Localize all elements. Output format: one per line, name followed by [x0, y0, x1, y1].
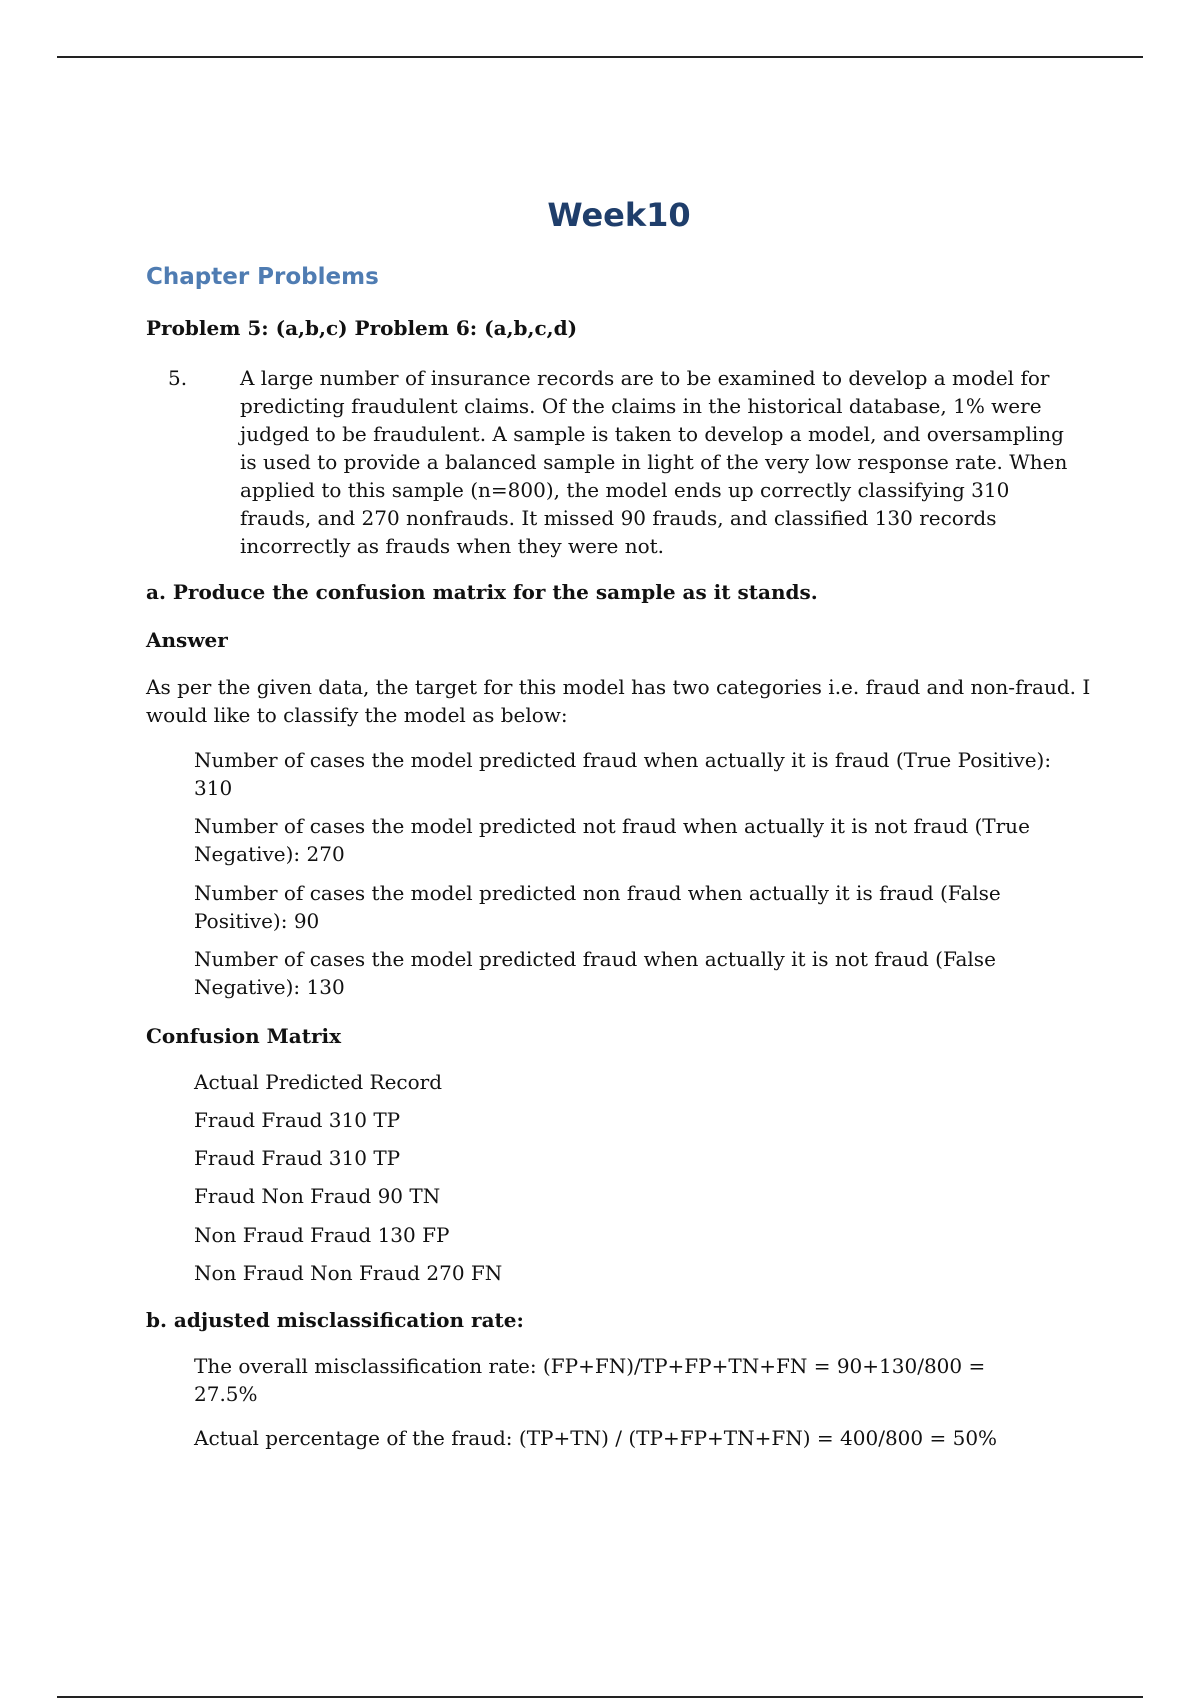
answer-intro: As per the given data, the target for this model has two categories i.e. fraud and non-fraud. I would like to classify the model as below: [146, 675, 1091, 727]
case-true-positive: Number of cases the model predicted fraud when actually it is fraud (True Positive): 310 [194, 748, 1052, 800]
page-title: Week10 [547, 196, 691, 234]
answer-label: Answer [146, 628, 228, 652]
matrix-row: Actual Predicted Record [194, 1070, 443, 1094]
matrix-row: Non Fraud Non Fraud 270 FN [194, 1261, 503, 1285]
section-heading: Chapter Problems [146, 264, 379, 290]
case-false-negative: Number of cases the model predicted fraud when actually it is not fraud (False Negative): 130 [194, 947, 996, 999]
item-number: 5. [168, 366, 188, 390]
matrix-row: Non Fraud Fraud 130 FP [194, 1223, 450, 1247]
part-b-heading: b. adjusted misclassification rate: [146, 1308, 524, 1332]
matrix-row: Fraud Fraud 310 TP [194, 1146, 401, 1170]
problems-line: Problem 5: (a,b,c) Problem 6: (a,b,c,d) [146, 316, 578, 340]
misclassification-rate-line: The overall misclassification rate: (FP+FN)/TP+FP+TN+FN = 90+130/800 = 27.5% [194, 1354, 986, 1406]
case-false-positive: Number of cases the model predicted non fraud when actually it is fraud (False Positive): 90 [194, 881, 1001, 933]
part-a-heading: a. Produce the confusion matrix for the sample as it stands. [146, 580, 818, 604]
header-rule [57, 56, 1143, 58]
case-true-negative: Number of cases the model predicted not fraud when actually it is not fraud (True Negative): 270 [194, 814, 1030, 866]
matrix-row: Fraud Fraud 310 TP [194, 1108, 401, 1132]
footer-rule [57, 1696, 1143, 1698]
item-text: A large number of insurance records are to be examined to develop a model for predicting fraudulent claims. Of the claims in the historical database, 1% were judged to be fraudulent. A sample is taken to develop a model, and oversampling is used to provide a balanced sample in light of the very low response rate. When applied to this sample (n=800), the model ends up correctly classifying 310 frauds, and 270 nonfrauds. It missed 90 frauds, and classified 130 records incorrectly as frauds when they were not. [240, 366, 1068, 558]
matrix-row: Fraud Non Fraud 90 TN [194, 1184, 441, 1208]
confusion-matrix-heading: Confusion Matrix [146, 1024, 342, 1048]
fraud-percentage-line: Actual percentage of the fraud: (TP+TN) / (TP+FP+TN+FN) = 400/800 = 50% [194, 1426, 998, 1450]
